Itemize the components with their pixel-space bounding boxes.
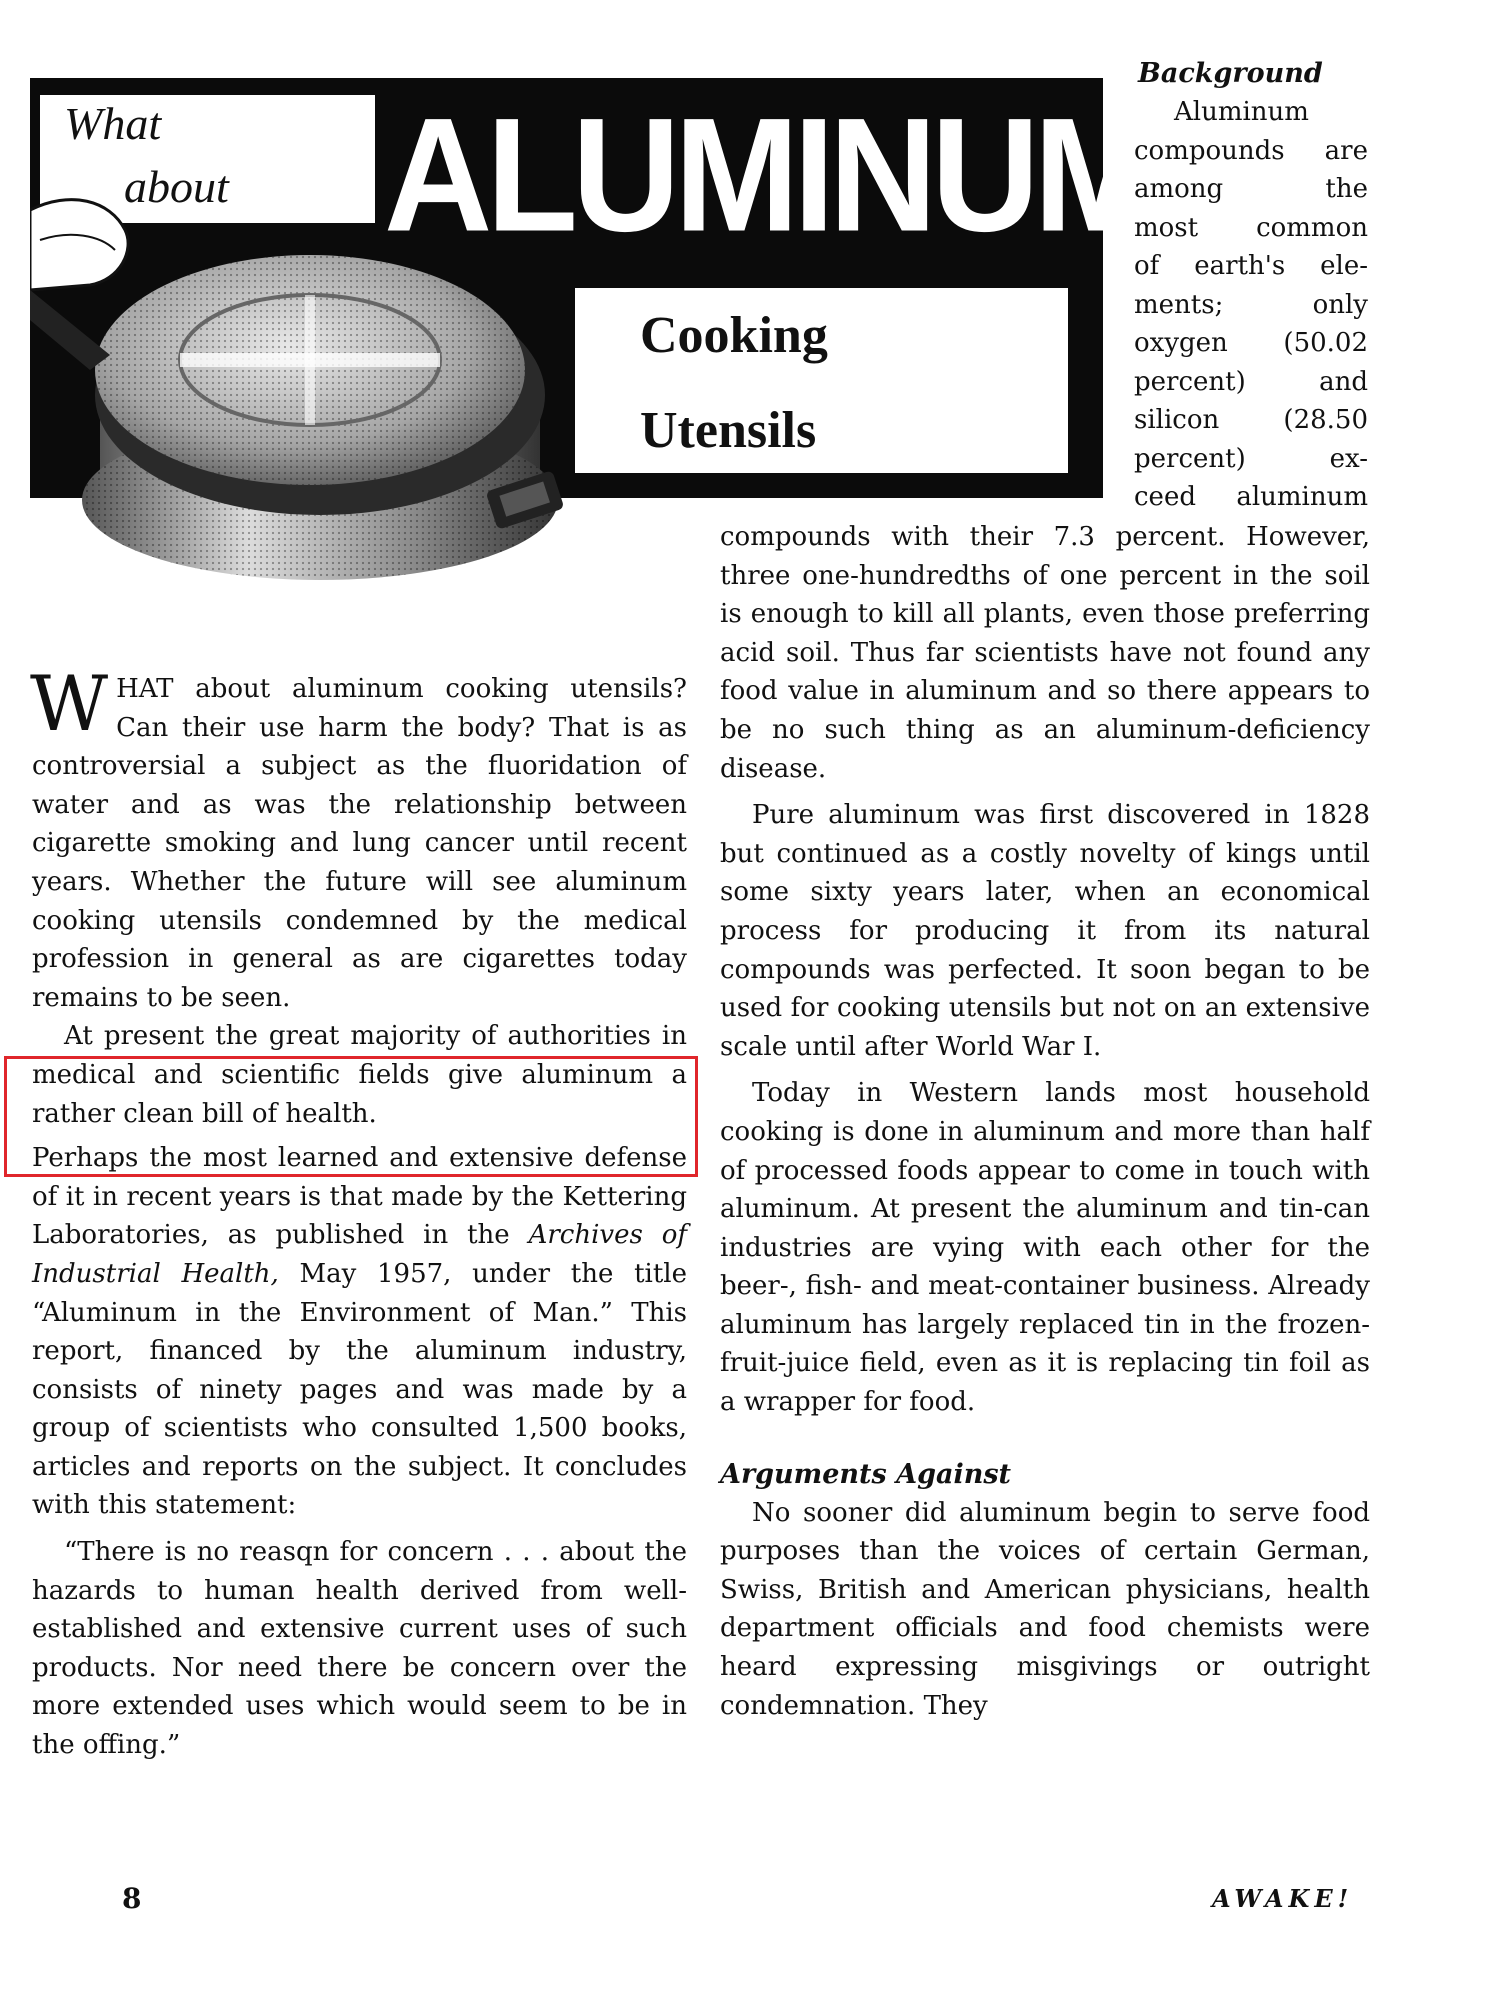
background-heading: Background bbox=[1138, 58, 1323, 89]
about-word: about bbox=[124, 161, 229, 212]
background-line: compounds are bbox=[1134, 135, 1368, 166]
background-paragraph-continued: compounds with their 7.3 percent. However, three one-hundredths of one percent in the soil is enough to kill all plants, even those preferring acid soil. Thus far scientists have not found any food value in aluminum and so there appears to be no such thing as an aluminum-deficiency disease. bbox=[720, 522, 1370, 784]
arguments-heading: Arguments Against bbox=[720, 1458, 1012, 1490]
right-column bbox=[720, 518, 1370, 1725]
drop-cap: W bbox=[30, 659, 109, 748]
subtitle-line-2: Utensils bbox=[640, 402, 817, 459]
kettering-paragraph-end: May 1957, under the title “Aluminum in the Environment of Man.” This report, financed by the aluminum industry, consists of ninety pages and was made by a group of scientists who consulted 1,500 books, articles and reports on the subject. It concludes with this statement: bbox=[32, 1258, 687, 1521]
page-number: 8 bbox=[122, 1882, 142, 1915]
background-paragraph-3: Today in Western lands most household cooking is done in aluminum and more than half of processed foods appear to come in touch with aluminum. At present the aluminum and tin-can industries are vying with each other for the beer-, fish- and meat-container business. Already aluminum has largely replaced tin in the frozen-fruit-juice field, even as it is replacing tin foil as a wrapper for food. bbox=[720, 1078, 1370, 1418]
magazine-name: AWAKE! bbox=[1212, 1884, 1354, 1913]
background-line: of earth's ele- bbox=[1134, 251, 1368, 281]
background-line: ceed aluminum bbox=[1134, 482, 1368, 512]
intro-paragraph: HAT about aluminum cooking utensils? Can their use harm the body? That is as controversial a subject as the fluoridation of water and as was the relationship between cigarette smoking and lung cancer until recent years. Whether the future will see aluminum cooking utensils condemned by the medical profession in general as are cigarettes today remains to be seen. bbox=[32, 674, 687, 1013]
what-word: What bbox=[64, 98, 162, 149]
kettering-paragraph-start: Perhaps the most learned and extensive defense of it in recent years is that made by the Kettering Laboratories, as published in the bbox=[32, 1143, 687, 1251]
background-line: most common bbox=[1134, 212, 1368, 243]
subtitle-text bbox=[640, 288, 1040, 478]
journal-title: Archives of Industrial Health, bbox=[32, 1220, 687, 1289]
background-line: among the bbox=[1134, 174, 1368, 204]
pan-illustration bbox=[30, 170, 570, 650]
article-title: ALUMINUM bbox=[384, 83, 1153, 266]
subtitle-line-1: Cooking bbox=[640, 307, 828, 364]
arguments-paragraph: No sooner did aluminum begin to serve food purposes than the voices of certain German, Swiss, British and American physicians, health department officials and food chemists were heard expressing misgivings or outright condemnation. They bbox=[720, 1497, 1370, 1721]
background-line: oxygen (50.02 bbox=[1134, 328, 1368, 358]
background-line: Aluminum bbox=[1174, 97, 1309, 127]
quote-paragraph: “There is no reasqn for concern . . . about the hazards to human health derived from well-established and extensive current uses of such products. Nor need there be concern over the more extended uses which would seem to be in the offing.” bbox=[32, 1537, 687, 1761]
highlighted-sentence: At present the great majority of authorities in medical and scientific fields give aluminum a rather clean bill of health. bbox=[32, 1021, 687, 1129]
background-line: silicon (28.50 bbox=[1134, 405, 1368, 435]
background-column bbox=[1134, 55, 1368, 517]
left-column bbox=[30, 659, 687, 1765]
background-line: percent) ex- bbox=[1134, 443, 1368, 474]
background-paragraph-2: Pure aluminum was first discovered in 1828 but continued as a costly novelty of kings until some sixty years later, when an economical process for producing it from its natural compounds was perfected. It soon began to be used for cooking utensils but not on an extensive scale until after World War I. bbox=[720, 800, 1370, 1062]
background-line: percent) and bbox=[1134, 366, 1368, 397]
background-line: ments; only bbox=[1134, 289, 1368, 320]
highlight-box bbox=[4, 1056, 698, 1177]
